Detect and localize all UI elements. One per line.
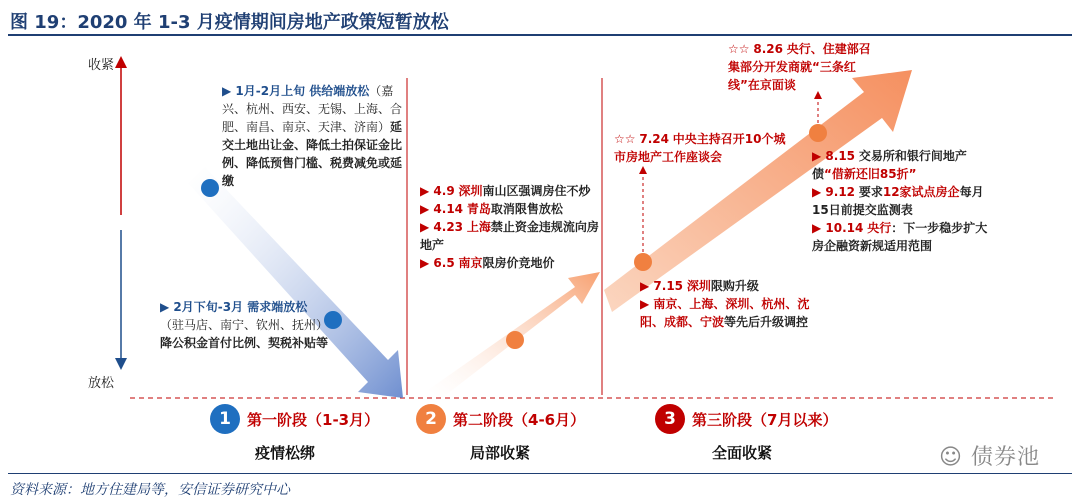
stage1-subtitle: 疫情松绑 [255, 444, 316, 462]
stage3-item-715: ▶ 7.15 深圳限购升级 [640, 279, 759, 293]
orange-node-1 [506, 331, 524, 349]
stage1-demand-measures: 降公积金首付比例、契税补贴等 [160, 336, 329, 350]
stage2-item: ▶ 4.23 上海禁止资金违规流向房地产 [420, 220, 599, 252]
bottom-rule [8, 473, 1072, 474]
source-note: 资料来源：地方住建局等，安信证券研究中心 [10, 482, 290, 498]
stage1-demand-cities: （驻马店、南宁、钦州、抚州） [160, 318, 329, 332]
stage1-supply-note: ▶ 1月-2月上旬 供给端放松（嘉兴、杭州、西安、无锡、上海、合肥、南昌、南京、天津、济南）延交土地出让金、降低土拍保证金比例、降低预售门槛、税费减免或延缴 [222, 84, 403, 188]
descending-arrow [188, 167, 403, 398]
wechat-icon: ☺ [939, 445, 971, 470]
stage3-aug26-note: ☆☆ 8.26 央行、住建部召集部分开发商就“三条红线”在京面谈 [728, 42, 871, 92]
stage1-supply-cities: （嘉兴、杭州、西安、无锡、上海、合肥、南昌、南京、天津、济南） [222, 84, 403, 134]
stage1-label: 第一阶段（1-3月） [247, 411, 380, 429]
stage3-label: 第三阶段（7月以来） [692, 411, 838, 429]
stage3-right-list [812, 147, 992, 255]
stage3-left-list [640, 277, 820, 331]
stage2-item: ▶ 4.9 深圳南山区强调房住不炒 [420, 184, 591, 198]
stage3-number: 3 [655, 404, 685, 434]
stage3-item-912: ▶ 9.12 要求12家试点房企每月15日前提交监测表 [812, 185, 984, 217]
stage2-number: 2 [416, 404, 446, 434]
stage1-demand-note: ▶ 2月下旬-3月 需求端放松（驻马店、南宁、钦州、抚州）降公积金首付比例、契税补贴等 [160, 300, 329, 350]
stage3-item-1014: ▶ 10.14 央行：下一步稳步扩大房企融资新规适用范围 [812, 221, 988, 253]
orange-node-2 [634, 253, 652, 271]
stage3-subtitle: 全面收紧 [712, 444, 773, 462]
axis-top-label: 收紧 [88, 58, 115, 73]
stage3-jul24-note: ☆☆ 7.24 中央主持召开10个城市房地产工作座谈会 [614, 132, 786, 164]
stage2-label: 第二阶段（4-6月） [453, 411, 586, 429]
stage3-item-815: ▶ 8.15 交易所和银行间地产债“借新还旧85折” [812, 149, 967, 181]
watermark: ☺ 债券池 [939, 445, 1040, 470]
stage1-demand-head: 2月下旬-3月 需求端放松 [173, 300, 308, 314]
blue-node-1 [201, 179, 219, 197]
stage3-item-upgrade: ▶ 南京、上海、深圳、杭州、沈阳、成都、宁波等先后升级调控 [640, 297, 810, 329]
stage1-number: 1 [210, 404, 240, 434]
stage1-supply-measures: 延交土地出让金、降低土拍保证金比例、降低预售门槛、税费减免或延缴 [222, 120, 403, 188]
stage2-item: ▶ 4.14 青岛取消限售放松 [420, 202, 563, 216]
stage2-subtitle: 局部收紧 [470, 444, 531, 462]
figure-title: 图 19：2020 年 1-3 月疫情期间房地产政策短暂放松 [10, 12, 449, 33]
stage2-item: ▶ 6.5 南京限房价竞地价 [420, 256, 555, 270]
axis-bottom-label: 放松 [88, 376, 115, 391]
stage1-supply-head: 1月-2月上旬 供给端放松 [235, 84, 370, 98]
orange-node-3 [809, 124, 827, 142]
stage2-list [420, 182, 600, 272]
